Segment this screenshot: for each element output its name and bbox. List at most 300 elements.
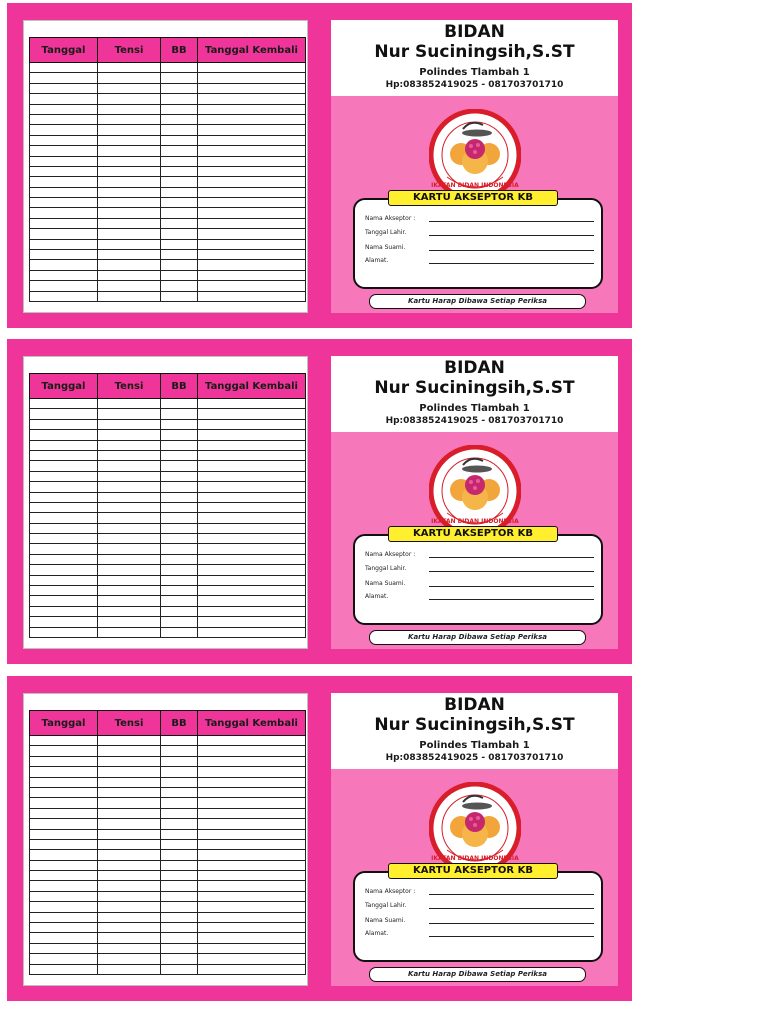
table-cell[interactable]	[161, 450, 198, 460]
table-cell[interactable]	[98, 260, 161, 270]
table-cell[interactable]	[161, 819, 198, 829]
table-cell[interactable]	[30, 94, 98, 104]
fill-line[interactable]	[429, 250, 594, 251]
table-cell[interactable]	[98, 881, 161, 891]
fill-line[interactable]	[429, 221, 594, 222]
table-cell[interactable]	[198, 198, 306, 208]
table-cell[interactable]	[98, 627, 161, 637]
table-cell[interactable]	[98, 177, 161, 187]
table-cell[interactable]	[98, 399, 161, 409]
table-cell[interactable]	[161, 912, 198, 922]
table-cell[interactable]	[161, 260, 198, 270]
table-cell[interactable]	[198, 808, 306, 818]
table-cell[interactable]	[30, 777, 98, 787]
table-cell[interactable]	[98, 94, 161, 104]
table-cell[interactable]	[98, 440, 161, 450]
table-cell[interactable]	[198, 125, 306, 135]
table-cell[interactable]	[161, 954, 198, 964]
table-cell[interactable]	[98, 534, 161, 544]
table-cell[interactable]	[198, 839, 306, 849]
table-cell[interactable]	[30, 746, 98, 756]
table-cell[interactable]	[30, 125, 98, 135]
table-cell[interactable]	[161, 736, 198, 746]
table-cell[interactable]	[161, 187, 198, 197]
table-cell[interactable]	[30, 575, 98, 585]
table-cell[interactable]	[161, 964, 198, 974]
table-cell[interactable]	[30, 839, 98, 849]
table-cell[interactable]	[161, 829, 198, 839]
table-cell[interactable]	[161, 399, 198, 409]
table-row	[30, 736, 306, 746]
table-cell[interactable]	[98, 829, 161, 839]
record-table-panel	[23, 356, 308, 649]
table-cell[interactable]	[161, 63, 198, 73]
table-cell[interactable]	[98, 808, 161, 818]
table-cell[interactable]	[30, 627, 98, 637]
table-cell[interactable]	[161, 482, 198, 492]
table-cell[interactable]	[161, 440, 198, 450]
table-cell[interactable]	[98, 544, 161, 554]
table-cell[interactable]	[98, 291, 161, 301]
table-cell[interactable]	[98, 250, 161, 260]
table-cell[interactable]	[161, 565, 198, 575]
table-cell[interactable]	[30, 482, 98, 492]
table-cell[interactable]	[198, 440, 306, 450]
table-cell[interactable]	[30, 902, 98, 912]
table-cell[interactable]	[161, 125, 198, 135]
table-cell[interactable]	[198, 912, 306, 922]
table-cell[interactable]	[198, 471, 306, 481]
table-cell[interactable]	[198, 565, 306, 575]
table-cell[interactable]	[98, 617, 161, 627]
fill-line[interactable]	[429, 263, 594, 264]
table-cell[interactable]	[161, 229, 198, 239]
table-cell[interactable]	[161, 281, 198, 291]
table-cell[interactable]	[30, 850, 98, 860]
table-cell[interactable]	[161, 218, 198, 228]
table-cell[interactable]	[198, 777, 306, 787]
table-cell[interactable]	[198, 523, 306, 533]
table-cell[interactable]	[161, 554, 198, 564]
table-cell[interactable]	[30, 534, 98, 544]
table-cell[interactable]	[98, 198, 161, 208]
table-cell[interactable]	[198, 482, 306, 492]
table-cell[interactable]	[30, 943, 98, 953]
table-cell[interactable]	[198, 281, 306, 291]
table-cell[interactable]	[198, 902, 306, 912]
table-cell[interactable]	[198, 73, 306, 83]
table-cell[interactable]	[198, 291, 306, 301]
table-cell[interactable]	[98, 125, 161, 135]
table-cell[interactable]	[198, 114, 306, 124]
table-cell[interactable]	[198, 229, 306, 239]
table-cell[interactable]	[30, 450, 98, 460]
table-cell[interactable]	[30, 596, 98, 606]
table-cell[interactable]	[161, 239, 198, 249]
table-cell[interactable]	[30, 606, 98, 616]
table-cell[interactable]	[98, 767, 161, 777]
table-cell[interactable]	[198, 208, 306, 218]
table-cell[interactable]	[161, 933, 198, 943]
table-cell[interactable]	[30, 808, 98, 818]
table-cell[interactable]	[198, 829, 306, 839]
table-cell[interactable]	[30, 419, 98, 429]
table-cell[interactable]	[198, 850, 306, 860]
table-cell[interactable]	[198, 746, 306, 756]
table-cell[interactable]	[30, 440, 98, 450]
table-cell[interactable]	[30, 554, 98, 564]
midwife-name: Nur Suciningsih,S.ST	[374, 42, 575, 62]
phone-numbers: Hp:083852419025 - 081703701710	[385, 416, 564, 426]
field-label: Nama Akseptor :	[365, 888, 416, 895]
fill-line[interactable]	[429, 908, 594, 909]
table-cell[interactable]	[161, 208, 198, 218]
table-cell[interactable]	[30, 461, 98, 471]
table-cell[interactable]	[198, 250, 306, 260]
table-cell[interactable]	[198, 871, 306, 881]
table-cell[interactable]	[98, 787, 161, 797]
table-cell[interactable]	[30, 83, 98, 93]
table-cell[interactable]	[98, 83, 161, 93]
table-cell[interactable]	[98, 281, 161, 291]
table-cell[interactable]	[30, 250, 98, 260]
table-cell[interactable]	[198, 104, 306, 114]
table-cell[interactable]	[98, 596, 161, 606]
table-cell[interactable]	[198, 736, 306, 746]
table-cell[interactable]	[161, 73, 198, 83]
table-cell[interactable]	[198, 617, 306, 627]
table-cell[interactable]	[161, 943, 198, 953]
table-cell[interactable]	[198, 430, 306, 440]
table-cell[interactable]	[30, 208, 98, 218]
table-cell[interactable]	[161, 777, 198, 787]
table-cell[interactable]	[30, 63, 98, 73]
table-cell[interactable]	[161, 430, 198, 440]
table-cell[interactable]	[198, 492, 306, 502]
table-cell[interactable]	[198, 260, 306, 270]
table-cell[interactable]	[161, 409, 198, 419]
table-cell[interactable]	[30, 430, 98, 440]
table-cell[interactable]	[198, 860, 306, 870]
table-cell[interactable]	[98, 860, 161, 870]
table-cell[interactable]	[98, 891, 161, 901]
table-cell[interactable]	[30, 736, 98, 746]
table-cell[interactable]	[198, 964, 306, 974]
table-cell[interactable]	[30, 756, 98, 766]
table-cell[interactable]	[98, 839, 161, 849]
fill-line[interactable]	[429, 936, 594, 937]
table-cell[interactable]	[30, 787, 98, 797]
table-cell[interactable]	[98, 218, 161, 228]
table-cell[interactable]	[198, 177, 306, 187]
fill-line[interactable]	[429, 599, 594, 600]
table-cell[interactable]	[198, 787, 306, 797]
table-cell[interactable]	[161, 114, 198, 124]
table-cell[interactable]	[30, 860, 98, 870]
table-cell[interactable]	[161, 575, 198, 585]
table-cell[interactable]	[161, 146, 198, 156]
table-cell[interactable]	[198, 187, 306, 197]
table-cell[interactable]	[30, 281, 98, 291]
table-cell[interactable]	[198, 399, 306, 409]
table-cell[interactable]	[98, 229, 161, 239]
table-cell[interactable]	[198, 627, 306, 637]
title: BIDAN	[444, 695, 505, 715]
table-cell[interactable]	[161, 902, 198, 912]
table-cell[interactable]	[198, 596, 306, 606]
table-cell[interactable]	[98, 606, 161, 616]
table-cell[interactable]	[161, 83, 198, 93]
table-cell[interactable]	[30, 871, 98, 881]
table-cell[interactable]	[161, 156, 198, 166]
table-cell[interactable]	[30, 523, 98, 533]
table-cell[interactable]	[98, 166, 161, 176]
table-cell[interactable]	[198, 534, 306, 544]
table-cell[interactable]	[161, 617, 198, 627]
table-cell[interactable]	[30, 891, 98, 901]
table-cell[interactable]	[198, 450, 306, 460]
table-cell[interactable]	[30, 586, 98, 596]
table-cell[interactable]	[161, 270, 198, 280]
table-cell[interactable]	[98, 871, 161, 881]
table-cell[interactable]	[98, 73, 161, 83]
table-cell[interactable]	[161, 523, 198, 533]
table-cell[interactable]	[98, 146, 161, 156]
table-cell[interactable]	[30, 270, 98, 280]
table-cell[interactable]	[161, 850, 198, 860]
table-cell[interactable]	[98, 114, 161, 124]
table-cell[interactable]	[198, 954, 306, 964]
table-cell[interactable]	[30, 964, 98, 974]
table-cell[interactable]	[30, 135, 98, 145]
table-cell[interactable]	[98, 104, 161, 114]
table-cell[interactable]	[30, 767, 98, 777]
table-cell[interactable]	[161, 513, 198, 523]
table-cell[interactable]	[98, 954, 161, 964]
table-cell[interactable]	[198, 146, 306, 156]
table-cell[interactable]	[161, 198, 198, 208]
table-cell[interactable]	[198, 270, 306, 280]
table-cell[interactable]	[161, 627, 198, 637]
table-cell[interactable]	[198, 156, 306, 166]
table-cell[interactable]	[98, 850, 161, 860]
table-cell[interactable]	[161, 606, 198, 616]
table-cell[interactable]	[198, 513, 306, 523]
table-cell[interactable]	[98, 156, 161, 166]
table-cell[interactable]	[98, 964, 161, 974]
table-cell[interactable]	[198, 891, 306, 901]
table-cell[interactable]	[198, 461, 306, 471]
table-cell[interactable]	[30, 912, 98, 922]
table-cell[interactable]	[161, 135, 198, 145]
table-cell[interactable]	[161, 756, 198, 766]
table-cell[interactable]	[161, 808, 198, 818]
table-cell[interactable]	[98, 270, 161, 280]
table-cell[interactable]	[198, 83, 306, 93]
table-cell[interactable]	[198, 94, 306, 104]
table-cell[interactable]	[161, 767, 198, 777]
table-cell[interactable]	[161, 492, 198, 502]
table-cell[interactable]	[161, 746, 198, 756]
table-cell[interactable]	[198, 933, 306, 943]
table-row	[30, 839, 306, 849]
table-cell[interactable]	[198, 409, 306, 419]
table-cell[interactable]	[98, 933, 161, 943]
table-cell[interactable]	[161, 891, 198, 901]
table-cell[interactable]	[98, 135, 161, 145]
table-cell[interactable]	[98, 554, 161, 564]
table-cell[interactable]	[161, 166, 198, 176]
fill-line[interactable]	[429, 894, 594, 895]
table-cell[interactable]	[30, 617, 98, 627]
table-cell[interactable]	[98, 208, 161, 218]
table-cell[interactable]	[98, 482, 161, 492]
table-cell[interactable]	[30, 291, 98, 301]
table-cell[interactable]	[198, 419, 306, 429]
identity-panel	[331, 356, 618, 649]
table-cell[interactable]	[98, 902, 161, 912]
table-cell[interactable]	[161, 881, 198, 891]
table-cell[interactable]	[198, 544, 306, 554]
table-cell[interactable]	[98, 756, 161, 766]
table-cell[interactable]	[161, 250, 198, 260]
table-cell[interactable]	[30, 73, 98, 83]
table-cell[interactable]	[98, 943, 161, 953]
table-cell[interactable]	[198, 554, 306, 564]
table-cell[interactable]	[198, 819, 306, 829]
table-cell[interactable]	[98, 819, 161, 829]
table-cell[interactable]	[30, 104, 98, 114]
table-cell[interactable]	[30, 229, 98, 239]
table-cell[interactable]	[198, 135, 306, 145]
table-cell[interactable]	[98, 450, 161, 460]
table-cell[interactable]	[98, 798, 161, 808]
table-cell[interactable]	[30, 492, 98, 502]
table-cell[interactable]	[198, 767, 306, 777]
table-cell[interactable]	[161, 419, 198, 429]
table-cell[interactable]	[161, 471, 198, 481]
table-cell[interactable]	[30, 544, 98, 554]
table-cell[interactable]	[198, 943, 306, 953]
table-cell[interactable]	[161, 923, 198, 933]
table-cell[interactable]	[98, 492, 161, 502]
table-cell[interactable]	[161, 177, 198, 187]
table-cell[interactable]	[98, 239, 161, 249]
table-cell[interactable]	[30, 198, 98, 208]
table-cell[interactable]	[161, 94, 198, 104]
table-cell[interactable]	[98, 513, 161, 523]
table-cell[interactable]	[198, 798, 306, 808]
table-cell[interactable]	[161, 586, 198, 596]
table-cell[interactable]	[161, 839, 198, 849]
table-header-row	[30, 711, 306, 736]
table-cell[interactable]	[30, 513, 98, 523]
table-cell[interactable]	[161, 860, 198, 870]
table-cell[interactable]	[98, 923, 161, 933]
table-cell[interactable]	[98, 523, 161, 533]
table-cell[interactable]	[98, 565, 161, 575]
table-cell[interactable]	[98, 586, 161, 596]
table-cell[interactable]	[30, 502, 98, 512]
identity-panel	[331, 693, 618, 986]
table-cell[interactable]	[30, 829, 98, 839]
fill-line[interactable]	[429, 557, 594, 558]
table-cell[interactable]	[30, 187, 98, 197]
table-cell[interactable]	[198, 63, 306, 73]
table-cell[interactable]	[161, 787, 198, 797]
table-cell[interactable]	[161, 104, 198, 114]
table-cell[interactable]	[161, 502, 198, 512]
table-cell[interactable]	[98, 63, 161, 73]
table-cell[interactable]	[30, 260, 98, 270]
table-cell[interactable]	[98, 502, 161, 512]
table-cell[interactable]	[198, 239, 306, 249]
table-cell[interactable]	[98, 575, 161, 585]
table-cell[interactable]	[198, 218, 306, 228]
table-cell[interactable]	[198, 923, 306, 933]
fill-line[interactable]	[429, 923, 594, 924]
table-cell[interactable]	[161, 544, 198, 554]
table-cell[interactable]	[30, 881, 98, 891]
table-cell[interactable]	[30, 146, 98, 156]
table-cell[interactable]	[30, 156, 98, 166]
table-cell[interactable]	[198, 575, 306, 585]
table-cell[interactable]	[161, 871, 198, 881]
table-cell[interactable]	[30, 239, 98, 249]
table-cell[interactable]	[161, 534, 198, 544]
table-cell[interactable]	[30, 798, 98, 808]
table-cell[interactable]	[30, 409, 98, 419]
fill-line[interactable]	[429, 571, 594, 572]
table-cell[interactable]	[98, 471, 161, 481]
form-row-nama-akseptor	[365, 886, 600, 898]
table-cell[interactable]	[30, 218, 98, 228]
table-cell[interactable]	[30, 177, 98, 187]
table-cell[interactable]	[98, 409, 161, 419]
table-cell[interactable]	[98, 777, 161, 787]
table-cell[interactable]	[198, 166, 306, 176]
table-cell[interactable]	[98, 746, 161, 756]
table-cell[interactable]	[198, 606, 306, 616]
table-cell[interactable]	[198, 502, 306, 512]
table-cell[interactable]	[98, 912, 161, 922]
fill-line[interactable]	[429, 586, 594, 587]
table-cell[interactable]	[30, 819, 98, 829]
table-cell[interactable]	[98, 430, 161, 440]
table-cell[interactable]	[198, 586, 306, 596]
table-cell[interactable]	[30, 923, 98, 933]
table-cell[interactable]	[161, 798, 198, 808]
table-cell[interactable]	[98, 187, 161, 197]
table-cell[interactable]	[198, 881, 306, 891]
table-cell[interactable]	[198, 756, 306, 766]
table-cell[interactable]	[161, 461, 198, 471]
table-cell[interactable]	[30, 954, 98, 964]
fill-line[interactable]	[429, 235, 594, 236]
table-row	[30, 156, 306, 166]
table-cell[interactable]	[98, 461, 161, 471]
table-cell[interactable]	[30, 565, 98, 575]
table-cell[interactable]	[98, 736, 161, 746]
table-cell[interactable]	[161, 596, 198, 606]
table-cell[interactable]	[30, 471, 98, 481]
table-cell[interactable]	[30, 399, 98, 409]
table-cell[interactable]	[30, 166, 98, 176]
table-cell[interactable]	[98, 419, 161, 429]
table-cell[interactable]	[161, 291, 198, 301]
table-cell[interactable]	[30, 114, 98, 124]
table-cell[interactable]	[30, 933, 98, 943]
